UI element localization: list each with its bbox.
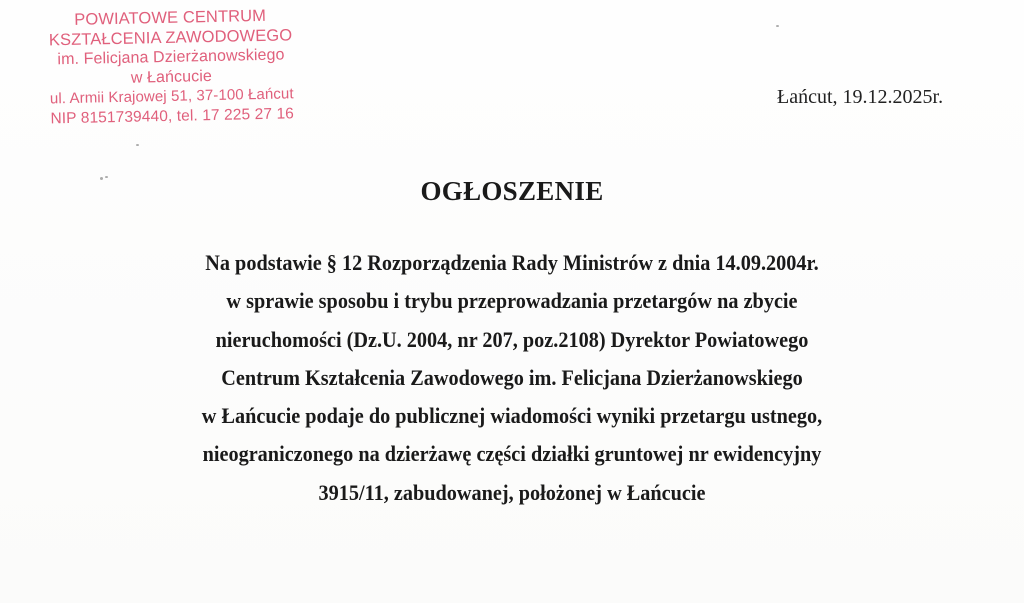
document-date: Łańcut, 19.12.2025r. (777, 86, 944, 108)
stamp-line-nip-phone: NIP 8151739440, tel. 17 225 27 16 (50, 104, 295, 127)
stamp-line-address: ul. Armii Krajowej 51, 37-100 Łańcut (49, 85, 294, 108)
stamp-line-patron: im. Felicjana Dzierżanowskiego (57, 46, 285, 69)
scan-speck (105, 176, 108, 178)
body-line: nieograniczonego na dzierżawę części działki gruntowej nr ewidencyjny (202, 441, 822, 467)
body-line: w sprawie sposobu i trybu przeprowadzania przetargów na zbycie (226, 288, 798, 314)
body-line: 3915/11, zabudowanej, położonej w Łańcucie (318, 479, 706, 505)
body-line: nieruchomości (Dz.U. 2004, nr 207, poz.2108) Dyrektor Powiatowego (215, 326, 809, 352)
stamp-line-name: POWIATOWE CENTRUM (74, 6, 267, 29)
announcement-body (60, 244, 964, 512)
scan-speck (776, 25, 779, 27)
stamp-line-city: w Łańcucie (130, 67, 213, 87)
stamp-line-name-cont: KSZTAŁCENIA ZAWODOWEGO (48, 25, 293, 49)
institution-stamp (20, 6, 322, 129)
scan-speck (100, 177, 103, 180)
body-line: Centrum Kształcenia Zawodowego im. Felicjana Dzierżanowskiego (221, 364, 803, 390)
scan-speck (136, 144, 139, 146)
document-title: OGŁOSZENIE (420, 176, 604, 206)
body-line: w Łańcucie podaje do publicznej wiadomości wyniki przetargu ustnego, (201, 403, 823, 429)
body-line: Na podstawie § 12 Rozporządzenia Rady Ministrów z dnia 14.09.2004r. (205, 250, 819, 275)
